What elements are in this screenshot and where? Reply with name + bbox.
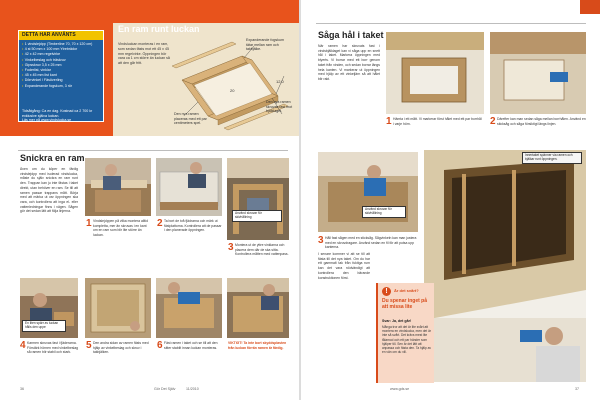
tip-subtitle: Svar: Ja, det går! bbox=[382, 319, 412, 323]
dimension-label: 12,0 bbox=[276, 79, 284, 84]
callout-foam: Expanderande fogskum tätar mellan ram och takbjälke. bbox=[246, 38, 284, 52]
step-number: 6 bbox=[157, 340, 163, 351]
step-number: 1 bbox=[86, 218, 92, 229]
step-number: 3 bbox=[318, 235, 324, 246]
section-rule bbox=[18, 150, 288, 151]
material-item: • 4 st 50 mm x 100 mm Ytrebrädor bbox=[22, 47, 102, 52]
material-item: • Gipsskruv 3,5 x 25 mm bbox=[22, 63, 102, 68]
tip-box bbox=[376, 283, 434, 383]
step-text: Den andra sidan av ramen fästs med hjälp av vinkelbeslag och skruv i takbjälken. bbox=[93, 341, 149, 354]
snickra-column-1: Även om du köper en färdig vindslejdpp med isolerad vindslucka, måste du själv snickra en ram runt den. Trappan kan ju inte fästas i taket direkt, utan behöver en ram. Se till att ramen passar trappans mått. Börja med att märka ut var öppningen ska vara, och kontrollera att inga el- eller vattenledningar finns i vägen. Sågen gör det sedan lätt att följa linjerna. bbox=[20, 167, 78, 214]
page-number-right: 37 bbox=[575, 387, 579, 391]
step6-photo bbox=[156, 278, 222, 338]
callout-placement: Den nya ramen placeras med ett par centimeters spel. bbox=[174, 112, 207, 126]
tip-header: Är det svårt? bbox=[394, 288, 419, 293]
materials-time bbox=[22, 109, 102, 123]
step-text: Vindslejdppen på vilka montera alltid kompletta, mer än skruvas i en kant om en ram som blir lite större än luckan. bbox=[93, 219, 148, 237]
warning-icon: ! bbox=[382, 287, 391, 296]
step-number: 4 bbox=[20, 340, 26, 351]
page-number-left: 36 bbox=[20, 387, 24, 391]
material-item: • 42 x 42 mm regelvirke bbox=[22, 52, 102, 57]
step7-photo bbox=[227, 278, 289, 338]
photo-label: Använd skruvar för skivhållning bbox=[232, 210, 282, 222]
step-text: Därefter kan man sedan såga mellan borrhålen. Använd en sticksåg och såga försiktigt längs linjen. bbox=[497, 117, 586, 126]
footer-url: www.gds.se bbox=[390, 387, 410, 391]
step2-photo bbox=[156, 158, 222, 216]
footer-brand: Gör Det Själv bbox=[154, 387, 176, 391]
step-number: 1 bbox=[386, 116, 392, 127]
tip-title: Du spenar inget på att missa lite bbox=[382, 298, 428, 310]
saw-step3-photo bbox=[318, 152, 418, 232]
snickra-title: Snickra en ram bbox=[20, 153, 85, 163]
page-gutter bbox=[299, 0, 301, 400]
time-text: Tidsåtgång: Ca en dag. Kostnad ca 2 700 kr exklusive själva luckan. bbox=[22, 109, 93, 118]
saga-title: Såga hål i taket bbox=[318, 30, 384, 40]
step-number: 5 bbox=[86, 340, 92, 351]
material-item: • Expanderande fogskum, 3 rör bbox=[22, 84, 102, 89]
step-number: 3 bbox=[228, 242, 234, 253]
note-text: Läs mer på www.vindslucka.se bbox=[22, 118, 72, 123]
material-item: • 45 x 45 mm list kant bbox=[22, 73, 102, 78]
material-item: • Dörrvinkel / Fäsöverling bbox=[22, 78, 102, 83]
diagram-title: En ram runt luckan bbox=[118, 24, 200, 34]
step-number: 2 bbox=[157, 218, 163, 229]
corner-tab bbox=[580, 0, 600, 14]
material-item: • Foderlist, vinklar bbox=[22, 68, 102, 73]
step-warning: VIKTIGT! Ta inte bort skyddsplasten från luckan förrän ramen är färdig. bbox=[228, 341, 287, 350]
step3-photo bbox=[227, 158, 289, 240]
step-text: Fäst ramen i taket och se till att den sitter stabilt innan luckan monteras. bbox=[164, 341, 218, 350]
photo-label: Innertaket spänner via ramen och bjälkar runt öppningen. bbox=[522, 152, 582, 164]
materials-heading: DETTA HAR ANVÄNTS bbox=[19, 31, 103, 40]
step1-photo bbox=[85, 158, 151, 216]
materials-box bbox=[18, 30, 104, 122]
step-text: Håll fast sågen med en sticksåg. Sågvinkeln kan man justera med en skruvdragare. Använd sedan en fil för att putsa upp kanterna. bbox=[325, 236, 417, 249]
dimension-label: 20 bbox=[230, 88, 235, 93]
step-text: Hämta i ett mått. Vi markerar först hålet med ett par borrhål i varje hörn. bbox=[393, 117, 482, 126]
tip-text: Många tror att det är lite svårt att montera en vindslucka, men det är inte så svårt. Det krävs mest lite tålamod och ett par händer som hjälper till. Sen är det lätt att anpassa och fästa den. Ta hjälp av en vän om du vill. bbox=[382, 325, 432, 355]
step-text: Montera ut de yttre vinklarna och placera dem där de ska sitta. Kontrollera måtten med vattenpass. bbox=[235, 243, 289, 256]
step-text: Karmen skruvas fast i fjäderarna. Förstärk hörnen med vinkelbeslag så ramen blir stabil och stark. bbox=[27, 341, 79, 354]
footer-issue: 11/2010 bbox=[186, 387, 199, 391]
saga-column-2: I senare kommer vi att se till att fästa till det nya taket. Om du har ett gammalt tak från fuktiga rum kan det vara nödvändigt att kontrollera den bärande konstruktionen först. bbox=[318, 252, 370, 280]
photo-label: En liten spärr av luckan hålls den uppe bbox=[22, 320, 66, 332]
saga-intro: När ramen har skruvats fast i vindsbjälklaget kan vi såga upp en snett hål i taket. Markera öppningen med blyerts. Vi borrar med ett borr genom taket från vinden, och sedan borrar längs hela kanten. Vi markerar ut öppningen med hjälp av ett vinkeljärn så att hålet blir rakt. bbox=[318, 44, 380, 81]
ceiling-opening-photo bbox=[424, 150, 586, 382]
saw-step2-photo bbox=[490, 32, 586, 114]
material-item: • Vinkelbeslag och träskruv bbox=[22, 58, 102, 63]
step-text: Ta bort de två fjädrarna och märk ut fästplattorna. Kontrollera att de passar i den planerade öppningen. bbox=[164, 219, 222, 232]
saw-step1-photo bbox=[386, 32, 484, 114]
step-number: 2 bbox=[490, 116, 496, 127]
material-item: • 1 vindslejdpp (Timberline 70, 70 x 120 cm) bbox=[22, 42, 102, 47]
callout-screw: Den nya ramen skruvas fast mot bjälklaget. bbox=[266, 100, 293, 114]
section-rule bbox=[316, 23, 586, 24]
diagram-text: Vindsluckan monteras i en ram, som sedan fästs mot ett 45 x 45 mm regelvirke. Öppningen bör vara ca 1 cm större än luckan så att den går fritt. bbox=[118, 42, 170, 66]
photo-label: Använd skruvar för skivhållning bbox=[362, 206, 406, 218]
step5-photo bbox=[85, 278, 151, 338]
materials-list bbox=[22, 42, 102, 89]
